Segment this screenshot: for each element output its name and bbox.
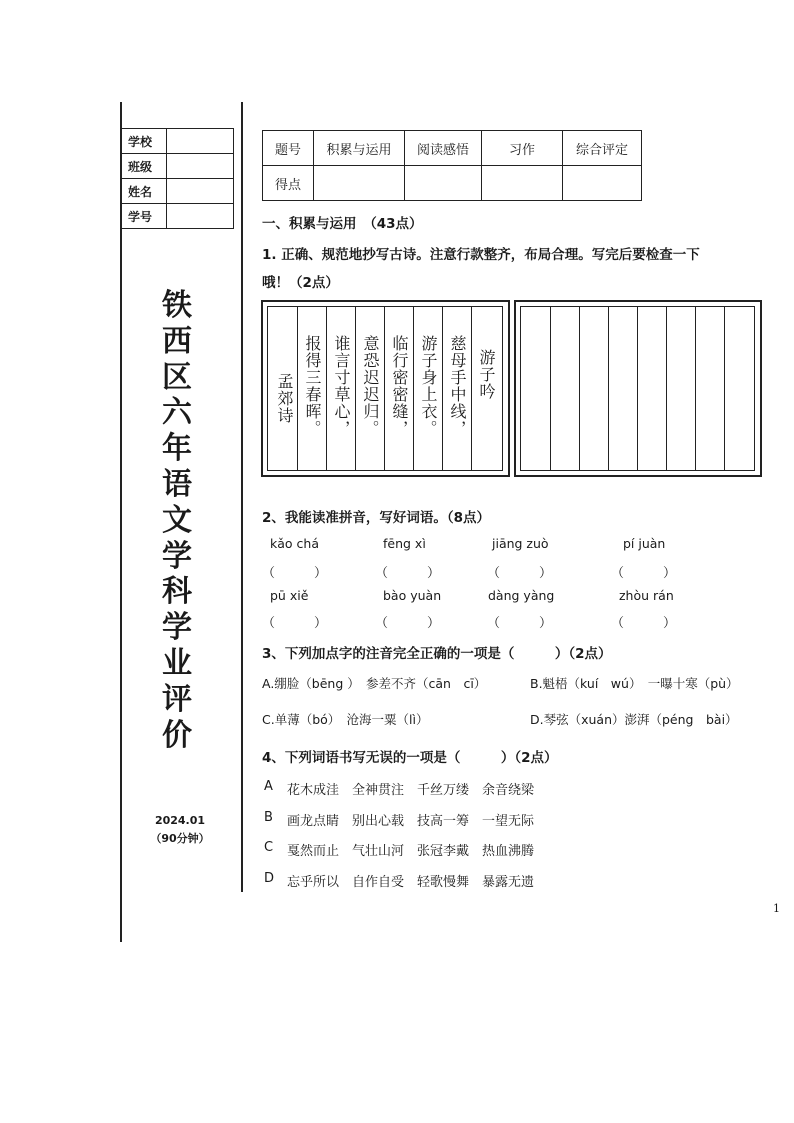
q4-option-text[interactable]: 戛然而止 气壮山河 张冠李戴 热血沸腾 — [287, 844, 535, 859]
q3-option-c[interactable]: C.单薄（bó） 沧海一粟（lì） — [262, 712, 429, 727]
poem-line: 报得三春晖。 — [303, 335, 322, 437]
q2-title: 2、我能读准拼音，写好词语。（8点） — [262, 510, 491, 526]
section-title: 一、积累与运用 （43点） — [262, 216, 423, 232]
score-row-label: 得点 — [263, 166, 314, 201]
title-char: 年 — [162, 431, 192, 467]
title-char: 六 — [162, 395, 192, 431]
answer-blank[interactable]: （ ） — [262, 616, 328, 631]
answer-blank[interactable]: （ ） — [375, 566, 441, 581]
q3-title: 3、下列加点字的注音完全正确的一项是（ ）（2点） — [262, 646, 612, 662]
title-char: 区 — [162, 359, 192, 395]
q4-option-text[interactable]: 忘乎所以 自作自受 轻歌慢舞 暴露无遗 — [287, 875, 535, 890]
field-name-input[interactable] — [167, 179, 234, 204]
poem-line: 游子身上衣。 — [419, 335, 438, 437]
answer-blank[interactable]: （ ） — [375, 616, 441, 631]
title-char: 西 — [162, 323, 192, 359]
poem-sample-inner — [267, 306, 503, 471]
field-label-name: 姓名 — [122, 179, 167, 204]
poem-title: 游子吟 — [477, 349, 496, 400]
q4-option-text[interactable]: 画龙点睛 别出心载 技高一筹 一望无际 — [287, 814, 535, 829]
answer-blank[interactable]: （ ） — [487, 566, 553, 581]
q3-option-b[interactable]: B.魁梧（kuí wú） 一曝十寒（pù） — [530, 676, 739, 691]
copy-column[interactable] — [637, 307, 667, 470]
copy-column[interactable] — [724, 307, 753, 470]
title-char: 价 — [162, 717, 192, 753]
copy-column[interactable] — [521, 307, 551, 470]
poem-sample-grid — [261, 300, 510, 477]
field-label-class: 班级 — [122, 154, 167, 179]
exam-title-vertical — [155, 288, 199, 753]
title-char: 学 — [162, 538, 192, 574]
exam-date: 2024.01 — [154, 814, 206, 827]
poem-line: 临行密密缝， — [390, 335, 409, 437]
title-char: 科 — [162, 574, 192, 610]
copy-column[interactable] — [579, 307, 609, 470]
field-school-input[interactable] — [167, 129, 234, 154]
poem-line: 慈母手中线， — [448, 335, 467, 437]
score-header-cell: 积累与运用 — [314, 131, 405, 166]
pinyin: bào yuàn — [383, 588, 442, 603]
q3-option-a[interactable]: A.绷脸（bēng ） 参差不齐（cān cī） — [262, 676, 487, 691]
poem-copy-inner — [520, 306, 755, 471]
title-char: 语 — [162, 466, 192, 502]
q4-option-text[interactable]: 花木成洼 全神贯注 千丝万缕 余音绕梁 — [287, 783, 535, 798]
binding-line — [241, 102, 243, 892]
score-header-cell: 题号 — [263, 131, 314, 166]
poem-line: 意恐迟迟归。 — [361, 335, 380, 437]
score-input-cell[interactable] — [314, 166, 405, 201]
score-header-cell: 综合评定 — [563, 131, 642, 166]
student-info-table — [121, 128, 234, 229]
score-input-cell[interactable] — [563, 166, 642, 201]
exam-duration: （90分钟） — [150, 832, 210, 845]
field-class-input[interactable] — [167, 154, 234, 179]
field-id-input[interactable] — [167, 204, 234, 229]
poem-line: 谁言寸草心， — [332, 335, 351, 437]
answer-blank[interactable]: （ ） — [262, 566, 328, 581]
pinyin: fēng xì — [383, 536, 426, 551]
score-header-cell: 阅读感悟 — [405, 131, 482, 166]
score-input-cell[interactable] — [482, 166, 563, 201]
q1-text-line2: 哦！（2点） — [262, 275, 339, 291]
q4-option-letter: B — [264, 810, 273, 825]
q1-text-line1: 1. 正确、规范地抄写古诗。注意行款整齐，布局合理。写完后要检查一下 — [262, 247, 700, 263]
answer-blank[interactable]: （ ） — [611, 616, 677, 631]
page-number: 1 — [773, 902, 780, 915]
poem-copy-grid[interactable] — [514, 300, 762, 477]
title-char: 学 — [162, 610, 192, 646]
score-header-cell: 习作 — [482, 131, 563, 166]
score-table — [262, 130, 642, 201]
title-char: 铁 — [162, 288, 192, 323]
pinyin: zhòu rán — [619, 588, 674, 603]
field-label-id: 学号 — [122, 204, 167, 229]
pinyin: dàng yàng — [488, 588, 555, 603]
pinyin: pí juàn — [623, 536, 666, 551]
answer-blank[interactable]: （ ） — [487, 616, 553, 631]
answer-blank[interactable]: （ ） — [611, 566, 677, 581]
q4-title: 4、下列词语书写无误的一项是（ ）（2点） — [262, 750, 558, 766]
copy-column[interactable] — [666, 307, 696, 470]
pinyin: kǎo chá — [270, 536, 319, 551]
score-input-cell[interactable] — [405, 166, 482, 201]
title-char: 业 — [162, 645, 192, 681]
pinyin: pū xiě — [270, 588, 309, 603]
field-label-school: 学校 — [122, 129, 167, 154]
copy-column[interactable] — [695, 307, 725, 470]
poem-author: 孟郊诗 — [275, 373, 294, 424]
q4-option-letter: A — [264, 779, 273, 794]
copy-column[interactable] — [550, 307, 580, 470]
q3-option-d[interactable]: D.琴弦（xuán）澎湃（péng bài） — [530, 712, 738, 727]
title-char: 评 — [162, 681, 192, 717]
title-char: 文 — [162, 502, 192, 538]
q4-option-letter: D — [264, 871, 275, 886]
pinyin: jiāng zuò — [492, 536, 549, 551]
copy-column[interactable] — [608, 307, 638, 470]
q4-option-letter: C — [264, 840, 274, 855]
